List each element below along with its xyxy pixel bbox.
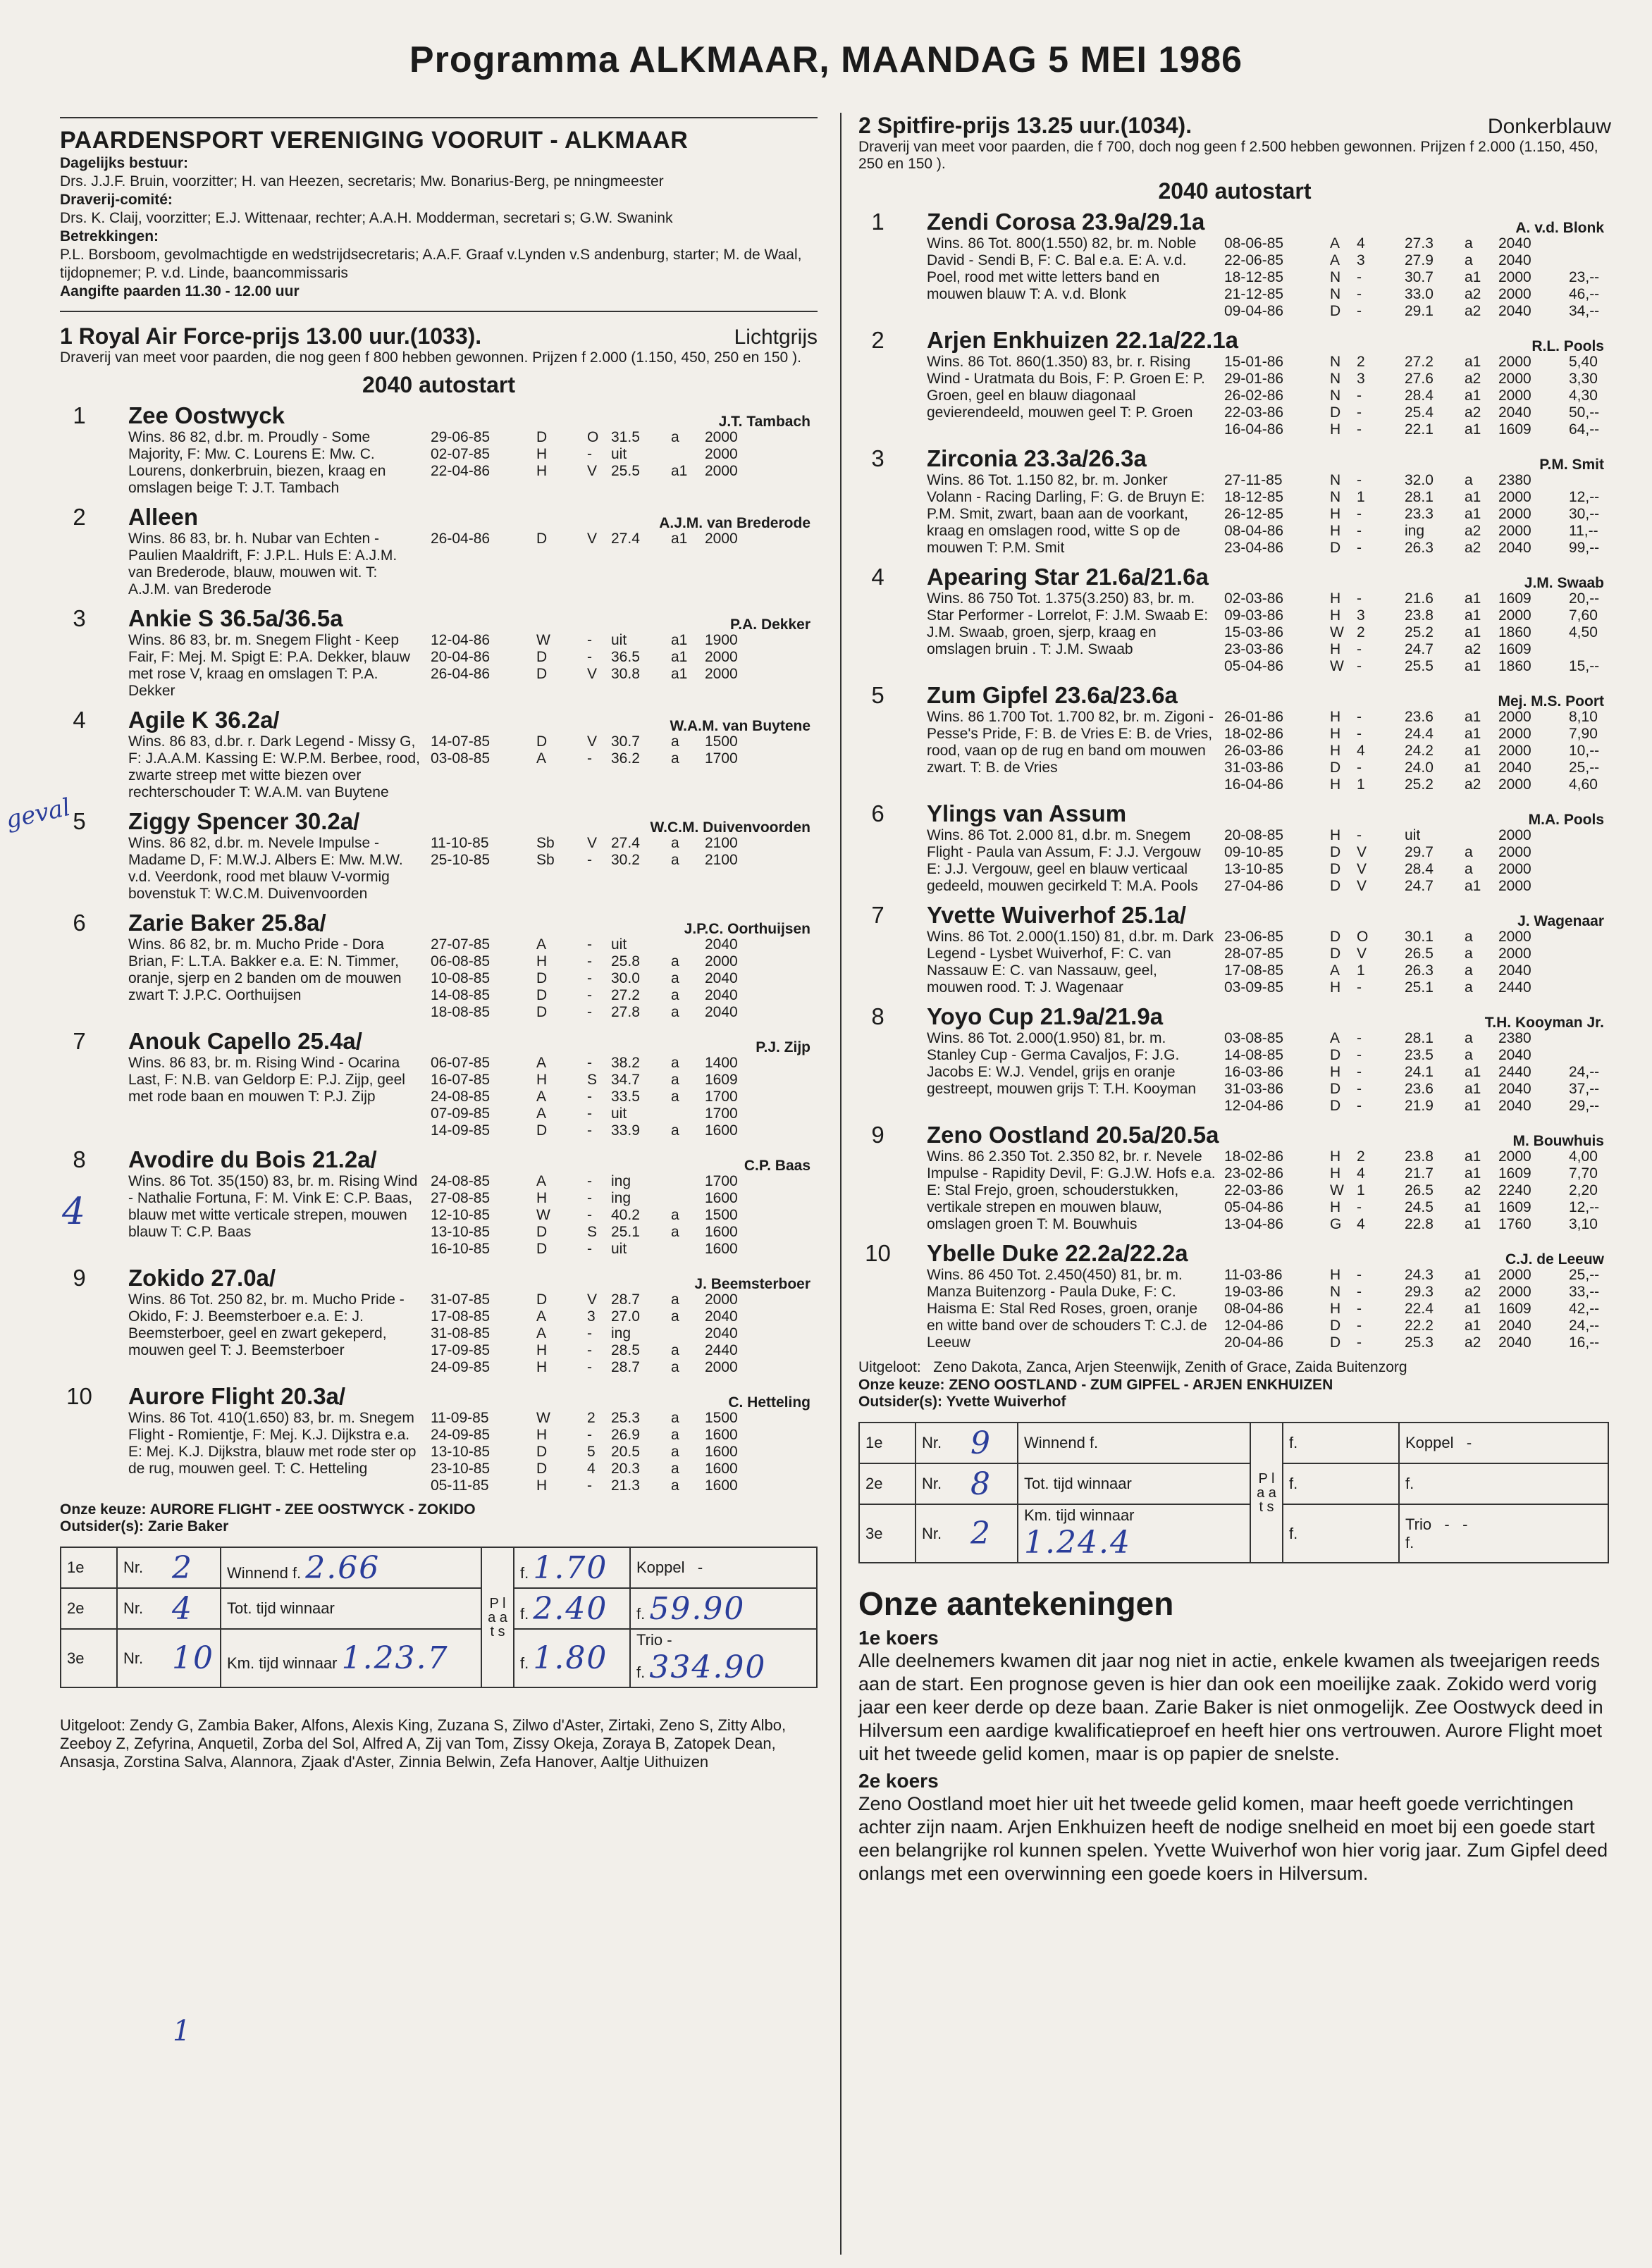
- performance-row: 23-10-85 D 4 20.3 a 1600: [431, 1461, 738, 1477]
- place-label: 2e: [61, 1588, 117, 1629]
- entry-number: 4: [73, 707, 86, 733]
- performance-row: 17-08-85 A 1 26.3 a 2040: [1224, 962, 1531, 979]
- performance-row: 17-09-85 H - 28.5 a 2440: [431, 1342, 738, 1358]
- performance-row: 18-08-85 D - 27.8 a 2040: [431, 1004, 738, 1020]
- performance-list: [422, 936, 818, 1021]
- nr-label: Nr.: [916, 1504, 965, 1563]
- performance-row: 25-10-85 Sb - 30.2 a 2100: [431, 852, 738, 868]
- column-divider: [840, 113, 842, 2255]
- performance-row: 16-07-85 H S 34.7 a 1609: [431, 1072, 738, 1088]
- performance-list: [422, 1173, 818, 1258]
- race1-outsider: Outsider(s): Zarie Baker: [60, 1518, 229, 1535]
- performance-row: 22-03-86 W 1 26.5 a2 2240 2,20: [1224, 1182, 1598, 1198]
- jockey-name: J.T. Tambach: [718, 414, 810, 430]
- entry-number: 10: [66, 1383, 92, 1409]
- aangifte-text: Aangifte paarden 11.30 - 12.00 uur: [60, 283, 300, 299]
- performance-row: 13-10-85 D S 25.1 a 1600: [431, 1224, 738, 1240]
- performance-row: 12-04-86 W - uit a1 1900: [431, 632, 738, 648]
- performance-row: 02-03-86 H - 21.6 a1 1609 20,--: [1224, 590, 1600, 607]
- performance-row: 31-08-85 A - ing 2040: [431, 1325, 738, 1341]
- performance-list: [1216, 472, 1611, 557]
- race1-color: Lichtgrijs: [734, 326, 818, 349]
- koppel-value[interactable]: f.: [1399, 1463, 1608, 1504]
- entry-number: 6: [871, 800, 884, 826]
- performance-row: 27-11-85 N - 32.0 a 2380: [1224, 472, 1531, 488]
- right-column: [858, 113, 1611, 1885]
- jockey-name: C.P. Baas: [744, 1158, 810, 1174]
- performance-list: [1216, 1148, 1611, 1233]
- horse-name: Ylings van Assum: [927, 800, 1127, 826]
- performance-row: 20-04-86 D - 25.3 a2 2040 16,--: [1224, 1334, 1600, 1351]
- horse-entry: [858, 445, 1611, 557]
- horse-details: Wins. 86 Tot. 2.000 81, d.br. m. Snegem Flight - Paula van Assum, F: J.J. Vergouw E: J.J. Vergouw, geel en blauw verticaal gedeeld, mouwen gecirkeld T: M.A. Pools: [927, 827, 1201, 894]
- horse-name: Ziggy Spencer 30.2a/: [128, 808, 360, 834]
- place-label: 1e: [859, 1423, 916, 1463]
- performance-row: 29-01-86 N 3 27.6 a2 2000 3,30: [1224, 371, 1598, 387]
- horse-entry: [60, 1028, 818, 1139]
- performance-row: 26-12-85 H - 23.3 a1 2000 30,--: [1224, 506, 1600, 522]
- notes-text-1: Alle deelnemers kwamen dit jaar nog niet in actie, enkele kwamen als tweejarigen reeds aan de start. Een prognose geven is hier dan ook een moeilijke zaak. Zokido werd vorig jaar een keer derde op deze baan. Zarie Baker is niet onmogelijk. Zee Oostwyck deed in Hilversum een aardige kwalificatieproef en heeft hier ons vertrouwen. Aurore Flight moet uit het tweede gelid komen, maar is op papier de snelste.: [858, 1650, 1603, 1764]
- horse-name: Zirconia 23.3a/26.3a: [927, 445, 1147, 471]
- comite-text: Drs. K. Claij, voorzitter; E.J. Wittenaar, rechter; A.A.H. Modderman, secretari s; G.W. Swanink: [60, 210, 673, 226]
- plaats-2[interactable]: f. 2.40: [514, 1588, 630, 1629]
- performance-row: 06-07-85 A - 38.2 a 1400: [431, 1055, 738, 1071]
- entry-number: 9: [871, 1122, 884, 1148]
- horse-entry: [858, 682, 1611, 793]
- horse-entry: [858, 1003, 1611, 1115]
- entry-number: 10: [865, 1240, 891, 1266]
- performance-row: 06-08-85 H - 25.8 a 2000: [431, 953, 738, 969]
- result-nr[interactable]: 2: [166, 1547, 221, 1588]
- horse-details: Wins. 86 2.350 Tot. 2.350 82, br. r. Nevele Impulse - Rapidity Devil, F: G.J.W. Hofs e.a. E: Stal Frejo, groen, schouderstukken, vertikale strepen en mouwen blauw, omslagen groen T: M. Bouwhuis: [927, 1148, 1216, 1232]
- jockey-name: T.H. Kooyman Jr.: [1484, 1015, 1604, 1031]
- result-nr[interactable]: 2: [965, 1504, 1018, 1563]
- horse-entry: [60, 910, 818, 1021]
- result-nr[interactable]: 4: [166, 1588, 221, 1629]
- horse-entry: [858, 902, 1611, 996]
- association-title: PAARDENSPORT VERENIGING VOORUIT - ALKMAAR: [60, 127, 689, 154]
- race2-color: Donkerblauw: [1487, 115, 1611, 138]
- notes-sub-2: 2e koers: [858, 1770, 939, 1792]
- bestuur-text: Drs. J.J.F. Bruin, voorzitter; H. van Heezen, secretaris; Mw. Bonarius-Berg, pe nningmeester: [60, 173, 664, 190]
- horse-name: Zokido 27.0a/: [128, 1265, 276, 1291]
- plaats-1[interactable]: f.: [1283, 1423, 1399, 1463]
- jockey-name: M. Bouwhuis: [1512, 1133, 1604, 1149]
- performance-row: 11-10-85 Sb V 27.4 a 2100: [431, 835, 738, 851]
- entry-number: 1: [871, 209, 884, 235]
- performance-row: 09-10-85 D V 29.7 a 2000: [1224, 844, 1531, 860]
- horse-details: Wins. 86 83, br. h. Nubar van Echten - Paulien Maaldrift, F: J.P.L. Huls E: A.J.M. van Brederode, blauw, mouwen wit. T: A.J.M. van Brederode: [128, 531, 397, 597]
- performance-list: [1216, 827, 1611, 895]
- trio-value[interactable]: Trio - f. 334.90: [630, 1629, 817, 1687]
- performance-row: 14-09-85 D - 33.9 a 1600: [431, 1122, 738, 1139]
- betrekkingen-label: Betrekkingen:: [60, 228, 159, 244]
- horse-entry: [858, 800, 1611, 895]
- horse-details: Wins. 86 83, br. m. Snegem Flight - Keep Fair, F: Mej. M. Spigt E: P.A. Dekker, blauw met rose V, kraag en omslagen T: P.A. Dekker: [128, 632, 410, 699]
- performance-row: 24-08-85 A - 33.5 a 1700: [431, 1089, 738, 1105]
- horse-name: Zarie Baker 25.8a/: [128, 910, 326, 936]
- notes-title: Onze aantekeningen: [858, 1585, 1174, 1622]
- performance-row: 14-08-85 D - 23.5 a 2040: [1224, 1047, 1531, 1063]
- horse-entry: [60, 707, 818, 801]
- koppel-label: Koppel -: [630, 1547, 817, 1588]
- horse-details: Wins. 86 1.700 Tot. 1.700 82, br. m. Zigoni - Pesse's Pride, F: B. de Vries E: B. de Vries, rood, vaan op de rug en band om mouwen zwart. T: B. de Vries: [927, 709, 1214, 776]
- performance-row: 09-03-86 H 3 23.8 a1 2000 7,60: [1224, 607, 1598, 624]
- km-cell[interactable]: Km. tijd winnaar 1.24.4: [1018, 1504, 1250, 1563]
- race1-uitgeloot: Uitgeloot: Zendy G, Zambia Baker, Alfons, Alexis King, Zuzana S, Zilwo d'Aster, Zirtaki, Zeno S, Zitty Albo, Zeeboy Z, Zefyrina, Anquetil, Zorba del Sol, Alfred A, Zij van Tom, Zissy Okeja, Zoraya B, Zatopek Dean, Ansasja, Zorstina Salva, Alannora, Zjaak d'Aster, Zinnia Belwin, Zefa Hanover, Aaltje Uithuizen: [60, 1716, 787, 1771]
- performance-row: 26-01-86 H - 23.6 a1 2000 8,10: [1224, 709, 1598, 725]
- notes-text-2: Zeno Oostland moet hier uit het tweede gelid komen, maar heeft goede verrichtingen achter zijn naam. Arjen Enkhuizen heeft de nodige snelheid en moet bij een goede start een belangrijke rol kunnen spelen. Yvette Wuiverhof won hier vorig jaar. Zum Gipfel deed onlangs met een overwinning een goede koers in Hilversum.: [858, 1793, 1608, 1884]
- performance-row: 11-09-85 W 2 25.3 a 1500: [431, 1410, 738, 1426]
- section-divider: [60, 311, 818, 312]
- performance-row: 31-03-86 D - 23.6 a1 2040 37,--: [1224, 1081, 1600, 1097]
- horse-entry: [858, 1122, 1611, 1233]
- race1-keuze: Onze keuze: AURORE FLIGHT - ZEE OOSTWYCK - ZOKIDO: [60, 1501, 476, 1518]
- performance-row: 26-02-86 N - 28.4 a1 2000 4,30: [1224, 388, 1598, 404]
- performance-list: [1216, 709, 1611, 793]
- horse-details: Wins. 86 82, d.br. m. Proudly - Some Majority, F: Mw. C. Lourens E: Mw. C. Lourens, donkerbruin, biezen, kraag en omslagen beige T: J.T. Tambach: [128, 429, 386, 496]
- horse-name: Zendi Corosa 23.9a/29.1a: [927, 209, 1205, 235]
- place-label: 2e: [859, 1463, 916, 1504]
- horse-details: Wins. 86 82, br. m. Mucho Pride - Dora Brian, F: L.T.A. Bakker e.a. E: N. Timmer, oranje, sjerp en 2 banden om de mouwen zwart T: J.P.C. Oorthuijsen: [128, 936, 402, 1003]
- jockey-name: C.J. de Leeuw: [1505, 1251, 1604, 1268]
- entry-number: 9: [73, 1265, 86, 1291]
- horse-details: Wins. 86 Tot. 410(1.650) 83, br. m. Snegem Flight - Romientje, F: Mej. K.J. Dijkstra e.a. E: Mej. K.J. Dijkstra, blauw met rode ster op de rug, mouwen geel. T: C. Hetteling: [128, 1410, 417, 1477]
- horse-entry: [60, 605, 818, 700]
- performance-row: 29-06-85 D O 31.5 a 2000: [431, 429, 738, 445]
- entry-number: 5: [871, 682, 884, 708]
- race2-entries: [858, 209, 1611, 1351]
- performance-row: 21-12-85 N - 33.0 a2 2000 46,--: [1224, 286, 1600, 302]
- performance-row: 18-12-85 N 1 28.1 a1 2000 12,--: [1224, 489, 1600, 505]
- jockey-name: M.A. Pools: [1528, 812, 1604, 828]
- entry-number: 3: [871, 445, 884, 471]
- race2-header: [858, 113, 1611, 139]
- performance-row: 18-02-86 H - 24.4 a1 2000 7,90: [1224, 726, 1598, 742]
- performance-row: 11-03-86 H - 24.3 a1 2000 25,--: [1224, 1267, 1600, 1283]
- race2-keuze: Onze keuze: ZENO OOSTLAND - ZUM GIPFEL - ARJEN ENKHUIZEN: [858, 1377, 1333, 1393]
- horse-details: Wins. 86 Tot. 250 82, br. m. Mucho Pride - Okido, F: J. Beemsterboer e.a. E: J. Beemsterboer, geel en zwart gekeperd, mouwen geel T: J. Beemsterboer: [128, 1291, 405, 1358]
- performance-row: 08-04-86 H - 22.4 a1 1609 42,--: [1224, 1301, 1600, 1317]
- race2-outsider: Outsider(s): Yvette Wuiverhof: [858, 1394, 1066, 1410]
- jockey-name: J.P.C. Oorthuijsen: [684, 921, 810, 937]
- nr-label: Nr.: [916, 1423, 965, 1463]
- jockey-name: J.M. Swaab: [1524, 575, 1604, 591]
- notes-sub-1: 1e koers: [858, 1627, 939, 1649]
- performance-row: 08-04-86 H - ing a2 2000 11,--: [1224, 523, 1598, 539]
- nr-label: Nr.: [916, 1463, 965, 1504]
- km-cell[interactable]: Km. tijd winnaar 1.23.7: [221, 1629, 481, 1687]
- jockey-name: R.L. Pools: [1531, 338, 1604, 354]
- handwritten-note: 4: [62, 1191, 86, 1233]
- horse-entry: [60, 1383, 818, 1494]
- performance-list: [422, 429, 818, 497]
- koppel-value[interactable]: f. 59.90: [630, 1588, 817, 1629]
- performance-row: 22-03-86 D - 25.4 a2 2040 50,--: [1224, 404, 1600, 421]
- horse-entry: [60, 808, 818, 903]
- performance-list: [1216, 354, 1611, 438]
- place-label: 1e: [61, 1547, 117, 1588]
- performance-row: 15-01-86 N 2 27.2 a1 2000 5,40: [1224, 354, 1598, 370]
- horse-name: Zeno Oostland 20.5a/20.5a: [927, 1122, 1219, 1148]
- horse-name: Aurore Flight 20.3a/: [128, 1383, 346, 1409]
- entry-number: 7: [871, 902, 884, 928]
- horse-entry: [858, 327, 1611, 438]
- performance-list: [422, 1055, 818, 1139]
- race2-start: 2040 autostart: [1158, 178, 1312, 204]
- horse-name: Apearing Star 21.6a/21.6a: [927, 564, 1209, 590]
- plaats-3[interactable]: f.: [1283, 1504, 1399, 1563]
- performance-row: 03-09-85 H - 25.1 a 2440: [1224, 979, 1531, 996]
- entry-number: 3: [73, 605, 86, 631]
- horse-name: Alleen: [128, 504, 199, 530]
- tijd-cell[interactable]: Tot. tijd winnaar: [1018, 1463, 1250, 1504]
- horse-name: Ankie S 36.5a/36.5a: [128, 605, 343, 631]
- horse-details: Wins. 86 83, br. m. Rising Wind - Ocarina Last, F: N.B. van Geldorp E: P.J. Zijp, geel met rode baan en mouwen T: P.J. Zijp: [128, 1055, 405, 1105]
- performance-row: 28-07-85 D V 26.5 a 2000: [1224, 946, 1531, 962]
- performance-row: 16-04-86 H - 22.1 a1 1609 64,--: [1224, 421, 1600, 438]
- performance-row: 23-03-86 H - 24.7 a2 1609: [1224, 641, 1531, 657]
- performance-list: [422, 531, 818, 598]
- horse-name: Yoyo Cup 21.9a/21.9a: [927, 1003, 1164, 1029]
- horse-name: Zum Gipfel 23.6a/23.6a: [927, 682, 1178, 708]
- performance-list: [422, 835, 818, 903]
- nr-label: Nr.: [117, 1629, 166, 1687]
- performance-row: 20-08-85 H - uit 2000: [1224, 827, 1531, 843]
- horse-details: Wins. 86 82, d.br. m. Nevele Impulse - Madame D, F: M.W.J. Albers E: Mw. M.W. v.d. Veerdonk, rood met blauw V-vormig bovenstuk T: W.C.M. Duivenvoorden: [128, 835, 403, 902]
- performance-row: 08-06-85 A 4 27.3 a 2040: [1224, 235, 1531, 252]
- page-title: Programma ALKMAAR, MAANDAG 5 MEI 1986: [409, 39, 1243, 80]
- horse-entry: [60, 1146, 818, 1258]
- race2-uitgeloot: Uitgeloot: Zeno Dakota, Zanca, Arjen Steenwijk, Zenith of Grace, Zaida Buitenzorg: [858, 1359, 1407, 1375]
- horse-name: Yvette Wuiverhof 25.1a/: [927, 902, 1187, 928]
- race1-description: Draverij van meet voor paarden, die nog geen f 800 hebben gewonnen. Prijzen f 2.000 (1.150, 450, 250 en 150 ).: [60, 349, 801, 366]
- performance-row: 24-09-85 H - 28.7 a 2000: [431, 1359, 738, 1375]
- performance-row: 19-03-86 N - 29.3 a2 2000 33,--: [1224, 1284, 1600, 1300]
- jockey-name: J. Wagenaar: [1517, 913, 1604, 929]
- bestuur-label: Dagelijks bestuur:: [60, 155, 189, 171]
- jockey-name: A. v.d. Blonk: [1515, 220, 1604, 236]
- horse-details: Wins. 86 83, d.br. r. Dark Legend - Missy G, F: J.A.A.M. Kassing E: W.P.M. Berbee, rood, zwarte streep met witte biezen over rechterschouder T: W.A.M. van Buytene: [128, 733, 420, 800]
- performance-row: 12-04-86 D - 21.9 a1 2040 29,--: [1224, 1098, 1600, 1114]
- performance-row: 05-11-85 H - 21.3 a 1600: [431, 1477, 738, 1494]
- race2-title: 2 Spitfire-prijs 13.25 uur.(1034).: [858, 113, 1192, 138]
- performance-row: 12-10-85 W - 40.2 a 1500: [431, 1207, 738, 1223]
- performance-row: 17-08-85 A 3 27.0 a 2040: [431, 1308, 738, 1325]
- tijd-cell[interactable]: Tot. tijd winnaar: [221, 1588, 481, 1629]
- jockey-name: P.M. Smit: [1539, 457, 1604, 473]
- performance-row: 27-04-86 D V 24.7 a1 2000: [1224, 878, 1531, 894]
- horse-name: Arjen Enkhuizen 22.1a/22.1a: [927, 327, 1239, 353]
- entry-number: 2: [871, 327, 884, 353]
- performance-row: 27-07-85 A - uit 2040: [431, 936, 738, 953]
- entry-number: 8: [73, 1146, 86, 1172]
- performance-list: [1216, 929, 1611, 996]
- horse-details: Wins. 86 450 Tot. 2.450(450) 81, br. m. Manza Buitenzorg - Paula Duke, F: C. Haisma E: Stal Red Roses, groen, oranje en witte band over de schouders T: C.J. de Leeuw: [927, 1267, 1207, 1351]
- handwritten-note: geval: [3, 793, 73, 835]
- performance-row: 22-04-86 H V 25.5 a1 2000: [431, 463, 738, 479]
- race1-title: 1 Royal Air Force-prijs 13.00 uur.(1033).: [60, 323, 482, 349]
- betrekkingen-text: P.L. Borsboom, gevolmachtigde en wedstrijdsecretaris; A.A.F. Graaf v.Lynden v.S andenburg, starter; M. de Waal, tijdopnemer; P. v.d. Linde, baancommissaris: [60, 247, 802, 281]
- entry-number: 4: [871, 564, 884, 590]
- performance-row: 05-04-86 W - 25.5 a1 1860 15,--: [1224, 658, 1600, 674]
- result-nr[interactable]: 9: [965, 1423, 1018, 1463]
- jockey-name: W.C.M. Duivenvoorden: [650, 819, 810, 836]
- horse-entry: [858, 564, 1611, 675]
- horse-name: Ybelle Duke 22.2a/22.2a: [927, 1240, 1188, 1266]
- race1-header: [60, 323, 818, 349]
- result-nr[interactable]: 10: [166, 1629, 221, 1687]
- performance-row: 26-03-86 H 4 24.2 a1 2000 10,--: [1224, 743, 1600, 759]
- horse-details: Wins. 86 Tot. 800(1.550) 82, br. m. Noble David - Sendi B, F: C. Bal e.a. E: A. v.d. Poel, rood met witte letters band en mouwen blauw T: A. v.d. Blonk: [927, 235, 1197, 302]
- race1-results-table: [60, 1547, 818, 1688]
- jockey-name: W.A.M. van Buytene: [670, 718, 810, 734]
- horse-details: Wins. 86 Tot. 1.150 82, br. m. Jonker Volann - Racing Darling, F: G. de Bruyn E: P.M. Smit, zwart, baan aan de voorkant, kraag en omslagen rood, witte S op de mouwen T: P.M. Smit: [927, 472, 1205, 556]
- performance-row: 23-02-86 H 4 21.7 a1 1609 7,70: [1224, 1165, 1598, 1182]
- performance-list: [1216, 1030, 1611, 1115]
- performance-row: 16-03-86 H - 24.1 a1 2440 24,--: [1224, 1064, 1600, 1080]
- entry-number: 5: [73, 808, 86, 834]
- performance-row: 13-10-85 D V 28.4 a 2000: [1224, 861, 1531, 877]
- comite-label: Draverij-comité:: [60, 192, 173, 208]
- plaats-label: P l a a t s: [1250, 1423, 1283, 1563]
- performance-row: 20-04-86 D - 36.5 a1 2000: [431, 649, 738, 665]
- winnend-cell[interactable]: Winnend f.: [1018, 1423, 1250, 1463]
- performance-row: 05-04-86 H - 24.5 a1 1609 12,--: [1224, 1199, 1600, 1215]
- performance-row: 23-06-85 D O 30.1 a 2000: [1224, 929, 1531, 945]
- race1-start: 2040 autostart: [362, 372, 515, 397]
- result-nr[interactable]: 8: [965, 1463, 1018, 1504]
- performance-row: 14-08-85 D - 27.2 a 2040: [431, 987, 738, 1003]
- entry-number: 7: [73, 1028, 86, 1054]
- horse-entry: [60, 504, 818, 598]
- horse-entry: [60, 1265, 818, 1376]
- horse-details: Wins. 86 Tot. 2.000(1.950) 81, br. m. Stanley Cup - Germa Cavaljos, F: J.G. Jacobs E: W.J. Vendel, grijs en oranje gestreept, mouwen grijs T: T.H. Kooyman: [927, 1030, 1197, 1097]
- performance-row: 24-08-85 A - ing 1700: [431, 1173, 738, 1189]
- entry-number: 8: [871, 1003, 884, 1029]
- koppel-label: Koppel -: [1399, 1423, 1608, 1463]
- plaats-2[interactable]: f.: [1283, 1463, 1399, 1504]
- performance-row: 26-04-86 D V 27.4 a1 2000: [431, 531, 738, 547]
- entry-number: 2: [73, 504, 86, 530]
- horse-details: Wins. 86 750 Tot. 1.375(3.250) 83, br. m. Star Performer - Lorrelot, F: J.M. Swaab E: J.M. Swaab, groen, sjerp, kraag en omslagen bruin . T: J.M. Swaab: [927, 590, 1209, 657]
- jockey-name: C. Hetteling: [728, 1394, 810, 1411]
- performance-row: 16-10-85 D - uit 1600: [431, 1241, 738, 1257]
- handwritten-note: 1: [173, 2015, 191, 2047]
- performance-row: 14-07-85 D V 30.7 a 1500: [431, 733, 738, 750]
- plaats-3[interactable]: f. 1.80: [514, 1629, 630, 1687]
- performance-list: [422, 1410, 818, 1494]
- performance-row: 26-04-86 D V 30.8 a1 2000: [431, 666, 738, 682]
- horse-name: Anouk Capello 25.4a/: [128, 1028, 362, 1054]
- performance-row: 22-06-85 A 3 27.9 a 2040: [1224, 252, 1531, 268]
- performance-row: 03-08-85 A - 28.1 a 2380: [1224, 1030, 1531, 1046]
- race2-description: Draverij van meet voor paarden, die f 700, doch nog geen f 2.500 hebben gewonnen. Prijzen f 2.000 (1.150, 450, 250 en 150 ).: [858, 139, 1598, 172]
- jockey-name: P.A. Dekker: [729, 616, 810, 633]
- performance-row: 15-03-86 W 2 25.2 a1 1860 4,50: [1224, 624, 1598, 640]
- performance-row: 18-12-85 N - 30.7 a1 2000 23,--: [1224, 269, 1600, 285]
- performance-list: [1216, 590, 1611, 675]
- performance-list: [422, 1291, 818, 1376]
- horse-name: Zee Oostwyck: [128, 402, 285, 428]
- performance-row: 27-08-85 H - ing 1600: [431, 1190, 738, 1206]
- horse-entry: [60, 402, 818, 497]
- performance-row: 12-04-86 D - 22.2 a1 2040 24,--: [1224, 1318, 1600, 1334]
- performance-row: 13-04-86 G 4 22.8 a1 1760 3,10: [1224, 1216, 1598, 1232]
- horse-name: Avodire du Bois 21.2a/: [128, 1146, 377, 1172]
- left-column: [60, 113, 818, 1771]
- performance-row: 13-10-85 D 5 20.5 a 1600: [431, 1444, 738, 1460]
- race1-entries: [60, 402, 818, 1494]
- performance-row: 31-07-85 D V 28.7 a 2000: [431, 1291, 738, 1308]
- horse-name: Agile K 36.2a/: [128, 707, 280, 733]
- horse-entry: [858, 209, 1611, 320]
- performance-row: 24-09-85 H - 26.9 a 1600: [431, 1427, 738, 1443]
- performance-row: 09-04-86 D - 29.1 a2 2040 34,--: [1224, 303, 1600, 319]
- race2-results-table: [858, 1422, 1609, 1563]
- horse-details: Wins. 86 Tot. 860(1.350) 83, br. r. Rising Wind - Uratmata du Bois, F: P. Groen E: P. Groen, geel en blauw diagonaal gevierendeeld, mouwen geel T: P. Groen: [927, 354, 1205, 421]
- performance-list: [422, 632, 818, 700]
- performance-list: [1216, 1267, 1611, 1351]
- plaats-1[interactable]: f. 1.70: [514, 1547, 630, 1588]
- performance-row: 31-03-86 D - 24.0 a1 2040 25,--: [1224, 760, 1600, 776]
- nr-label: Nr.: [117, 1547, 166, 1588]
- performance-list: [1216, 235, 1611, 320]
- performance-row: 23-04-86 D - 26.3 a2 2040 99,--: [1224, 540, 1600, 556]
- plaats-label: P l a a t s: [481, 1547, 514, 1687]
- performance-row: 16-04-86 H 1 25.2 a2 2000 4,60: [1224, 776, 1598, 793]
- place-label: 3e: [859, 1504, 916, 1563]
- trio-value[interactable]: Trio - - f.: [1399, 1504, 1608, 1563]
- horse-entry: [858, 1240, 1611, 1351]
- entry-number: 6: [73, 910, 86, 936]
- performance-row: 07-09-85 A - uit 1700: [431, 1105, 738, 1122]
- performance-row: 03-08-85 A - 36.2 a 1700: [431, 750, 738, 767]
- performance-row: 10-08-85 D - 30.0 a 2040: [431, 970, 738, 986]
- performance-row: 02-07-85 H - uit 2000: [431, 446, 738, 462]
- nr-label: Nr.: [117, 1588, 166, 1629]
- jockey-name: Mej. M.S. Poort: [1498, 693, 1604, 709]
- performance-row: 18-02-86 H 2 23.8 a1 2000 4,00: [1224, 1148, 1598, 1165]
- entry-number: 1: [73, 402, 86, 428]
- performance-list: [422, 733, 818, 801]
- place-label: 3e: [61, 1629, 117, 1687]
- horse-details: Wins. 86 Tot. 35(150) 83, br. m. Rising Wind - Nathalie Fortuna, F: M. Vink E: C.P. Baas, blauw met witte verticale strepen, mouwen blauw T: C.P. Baas: [128, 1173, 418, 1240]
- horse-details: Wins. 86 Tot. 2.000(1.150) 81, d.br. m. Dark Legend - Lysbet Wuiverhof, F: C. van Nassauw E: C. van Nassauw, geel, mouwen rood. T: J. Wagenaar: [927, 929, 1214, 996]
- jockey-name: J. Beemsterboer: [694, 1276, 810, 1292]
- winnend-cell[interactable]: Winnend f. 2.66: [221, 1547, 481, 1588]
- jockey-name: A.J.M. van Brederode: [659, 515, 810, 531]
- jockey-name: P.J. Zijp: [756, 1039, 810, 1055]
